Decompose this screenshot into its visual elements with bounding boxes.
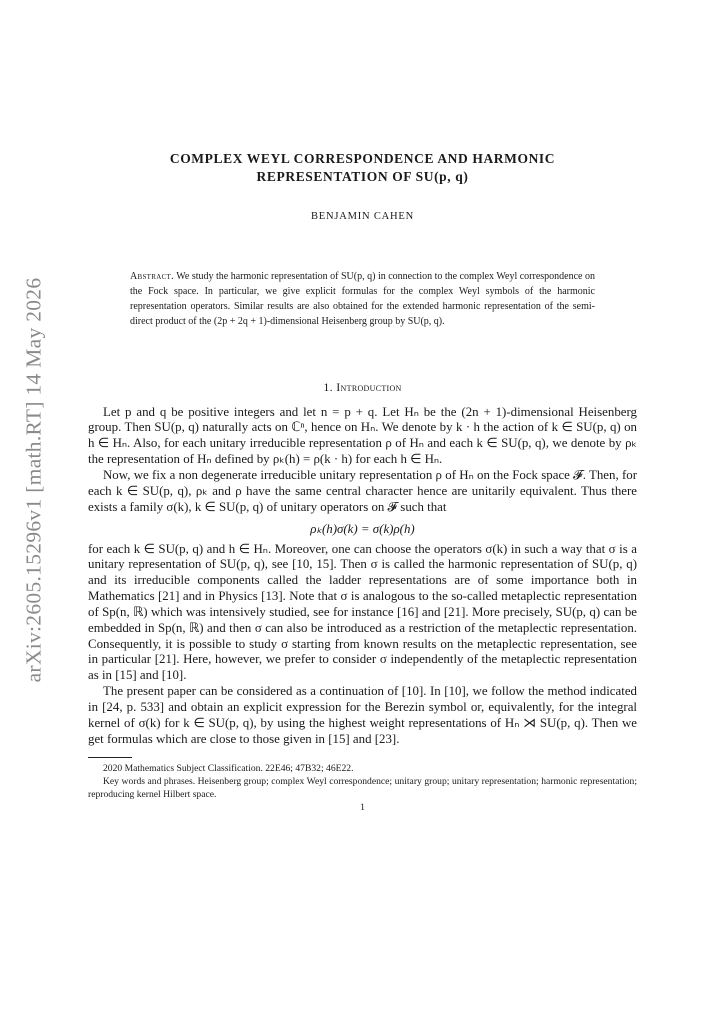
body-text — [88, 405, 637, 748]
paper-page — [88, 150, 637, 813]
paragraph-1: Let p and q be positive integers and let n = p + q. Let Hₙ be the (2n + 1)-dimensional Heisenberg group. Then SU(p, q) naturally acts on ℂⁿ, hence on Hₙ. We denote by k · h the action of k ∈ SU(p, q) on h ∈ Hₙ. Also, for each unitary irreducible representation ρ of Hₙ and each k ∈ SU(p, q), we denote by ρₖ the representation of Hₙ defined by ρₖ(h) = ρ(k · h) for each h ∈ Hₙ. — [88, 404, 637, 467]
footnote-keywords: Key words and phrases. Heisenberg group; complex Weyl correspondence; unitary group; unitary representation; harmonic representation; reproducing kernel Hilbert space. — [88, 775, 637, 801]
section-title: Introduction — [336, 379, 402, 394]
section-heading — [88, 380, 637, 395]
page-number: 1 — [360, 801, 365, 813]
author-name: BENJAMIN CAHEN — [310, 211, 415, 222]
arxiv-sidebar — [14, 277, 54, 683]
footnote-rule — [88, 757, 132, 758]
section-number: 1. — [323, 379, 333, 394]
paragraph-2: Now, we fix a non degenerate irreducible unitary representation ρ of Hₙ on the Fock space 𝓕. Then, for each k ∈ SU(p, q), ρₖ and ρ have the same central character hence are unitarily equivalent. Thus there exists a family σ(k), k ∈ SU(p, q) of unitary operators on 𝓕 such that — [88, 468, 637, 514]
arxiv-identifier: arXiv:2605.15296v1 [math.RT] 14 May 2026 — [21, 277, 46, 683]
footnote-msc: 2020 Mathematics Subject Classification. 22E46; 47B32; 46E22. — [103, 762, 354, 774]
title-line-1: COMPLEX WEYL CORRESPONDENCE AND HARMONIC — [169, 151, 556, 166]
footnotes — [88, 762, 637, 802]
abstract-text: We study the harmonic representation of SU(p, q) in connection to the complex Weyl correspondence on the Fock space. In particular, we give explicit formulas for the complex Weyl symbols of the harmonic representation operators. Similar results are also obtained for the extended harmonic representation of the semi-direct product of the (2p + 2q + 1)-dimensional Heisenberg group by SU(p, q). — [130, 271, 595, 327]
paragraph-4: The present paper can be considered as a continuation of [10]. In [10], we follow the method indicated in [24, p. 533] and obtain an explicit expression for the Berezin symbol or, equivalently, for the integral kernel of σ(k) for k ∈ SU(p, q), by using the highest weight representations of Hₙ ⋊ SU(p, q). Then we get formulas which are close to those given in [15] and [23]. — [88, 684, 637, 746]
paper-title — [88, 150, 637, 186]
display-equation: ρₖ(h)σ(k) = σ(k)ρ(h) — [310, 521, 415, 536]
abstract-label: Abstract. — [130, 271, 174, 282]
abstract — [130, 270, 595, 330]
title-line-2: REPRESENTATION OF SU(p, q) — [256, 169, 469, 184]
paragraph-3: for each k ∈ SU(p, q) and h ∈ Hₙ. Moreover, one can choose the operators σ(k) in such a way that σ is a unitary representation of SU(p, q), see [10, 15]. Then σ is called the harmonic representation of SU(p, q) and its irreducible components called the ladder representations are of some importance both in Mathematics [21] and in Physics [13]. Note that σ is analogous to the so-called metaplectic representation of Sp(n, ℝ) which was intensively studied, see for instance [16] and [21]. More precisely, SU(p, q) can be embedded in Sp(n, ℝ) and then σ can also be introduced as a restriction of the metaplectic representation. Consequently, it is possible to study σ starting from known results on the metaplectic representation, see in particular [21]. Here, however, we prefer to consider σ independently of the metaplectic representation as in [15] and [10]. — [88, 541, 637, 683]
